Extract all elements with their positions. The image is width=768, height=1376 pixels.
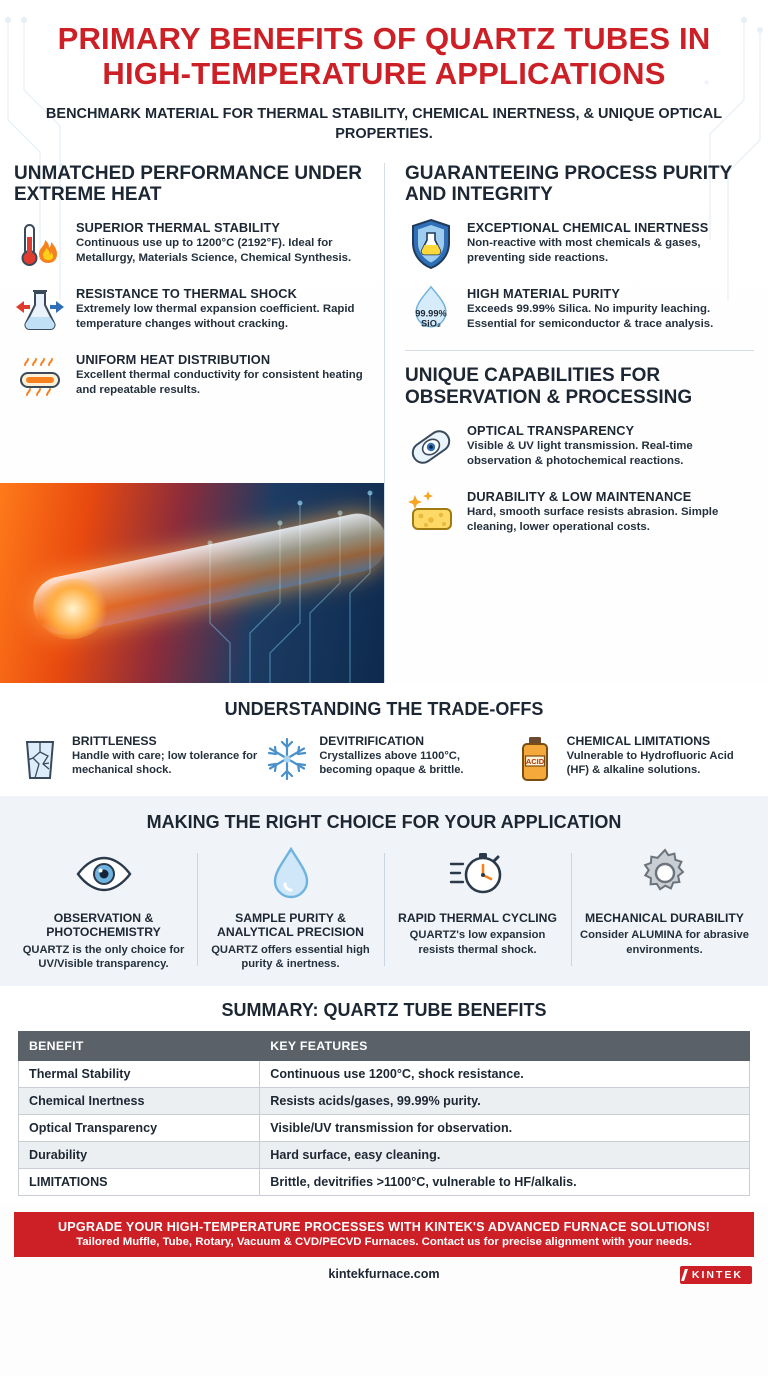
capability-body: Hard, smooth surface resists abrasion. Simple cleaning, lower operational costs. — [467, 505, 719, 533]
benefit-body: Extremely low thermal expansion coefficient. Rapid temperature changes without cracking. — [76, 303, 355, 331]
choice-row — [10, 843, 758, 972]
purity-body: Exceeds 99.99% Silica. No impurity leaching. Essential for semiconductor & trace analysis. — [467, 303, 714, 331]
choice-body: QUARTZ's low expansion resists thermal shock. — [409, 929, 546, 956]
tradeoff-item — [16, 734, 257, 784]
glowing-quartz-tube-photo — [0, 483, 384, 683]
tradeoffs-section — [0, 683, 768, 796]
left-column-items — [0, 218, 384, 402]
application-choice-section — [0, 796, 768, 986]
table-row — [19, 1168, 750, 1195]
tradeoff-title: DEVITRIFICATION — [319, 733, 425, 748]
table-row — [19, 1060, 750, 1087]
benefit-item — [14, 350, 370, 402]
stopwatch-icon — [392, 843, 563, 905]
left-column-heading: UNMATCHED PERFORMANCE UNDER EXTREME HEAT — [14, 162, 362, 206]
table-cell-features: Resists acids/gases, 99.99% purity. — [260, 1087, 750, 1114]
tradeoff-body: Handle with care; low tolerance for mechanical shock. — [72, 749, 258, 776]
capability-title: OPTICAL TRANSPARENCY — [467, 422, 635, 438]
purity-section-heading: GUARANTEEING PROCESS PURITY AND INTEGRITY — [405, 162, 732, 206]
droplet-icon — [205, 843, 376, 905]
choice-body: Consider ALUMINA for abrasive environments. — [580, 929, 749, 956]
table-cell-features: Brittle, devitrifies >1100°C, vulnerable to HF/alkalis. — [260, 1168, 750, 1195]
heated-tube-icon — [14, 350, 66, 402]
capabilities-section-heading: UNIQUE CAPABILITIES FOR OBSERVATION & PROCESSING — [405, 365, 693, 409]
main-two-column-section — [0, 163, 768, 683]
eye-icon — [18, 843, 189, 905]
cracked-glass-icon — [16, 734, 64, 784]
benefit-body: Continuous use up to 1200°C (2192°F). Ideal for Metallurgy, Materials Science, Chemical Synthesis. — [76, 237, 352, 265]
footer — [0, 1257, 768, 1293]
shield-flask-icon — [405, 218, 457, 270]
flask-temperature-arrows-icon — [14, 284, 66, 336]
acid-bottle-icon — [511, 734, 559, 784]
table-cell-benefit: Chemical Inertness — [19, 1087, 260, 1114]
table-cell-benefit: Thermal Stability — [19, 1060, 260, 1087]
sponge-sparkle-icon — [405, 487, 457, 539]
capability-body: Visible & UV light transmission. Real-time observation & photochemical reactions. — [467, 439, 693, 467]
choice-title: MECHANICAL DURABILITY — [585, 910, 744, 925]
benefit-title: SUPERIOR THERMAL STABILITY — [76, 220, 281, 236]
kintek-logo: KINTEK — [680, 1266, 752, 1284]
website-url[interactable]: kintekfurnace.com — [328, 1266, 440, 1281]
acid-label: ACID — [525, 756, 544, 766]
benefit-body: Excellent thermal conductivity for consistent heating and repeatable results. — [76, 369, 363, 397]
tradeoff-item — [511, 734, 752, 784]
capability-title: DURABILITY & LOW MAINTENANCE — [467, 488, 692, 504]
benefit-title: RESISTANCE TO THERMAL SHOCK — [76, 286, 297, 302]
choice-title: RAPID THERMAL CYCLING — [398, 910, 557, 925]
choice-title: SAMPLE PURITY & ANALYTICAL PRECISION — [217, 910, 364, 940]
cta-banner[interactable] — [14, 1212, 754, 1257]
water-droplet-purity-icon — [405, 284, 457, 336]
table-cell-features: Continuous use 1200°C, shock resistance. — [260, 1060, 750, 1087]
tradeoff-title: CHEMICAL LIMITATIONS — [566, 733, 711, 748]
choice-heading: MAKING THE RIGHT CHOICE FOR YOUR APPLICATION — [146, 811, 622, 832]
right-column — [384, 163, 768, 683]
capability-items — [405, 421, 754, 539]
cta-line-1: UPGRADE YOUR HIGH-TEMPERATURE PROCESSES WITH KINTEK'S ADVANCED FURNACE SOLUTIONS! — [58, 1219, 710, 1234]
summary-heading: SUMMARY: QUARTZ TUBE BENEFITS — [221, 999, 547, 1020]
table-header-row — [19, 1031, 750, 1060]
table-cell-features: Hard surface, easy cleaning. — [260, 1141, 750, 1168]
benefit-item — [14, 218, 370, 270]
capability-item — [405, 421, 754, 473]
purity-title: EXCEPTIONAL CHEMICAL INERTNESS — [467, 220, 709, 236]
page-subtitle: BENCHMARK MATERIAL FOR THERMAL STABILITY, CHEMICAL INERTNESS, & UNIQUE OPTICAL PROPERTIES. — [45, 106, 723, 142]
table-cell-benefit: LIMITATIONS — [19, 1168, 260, 1195]
choice-body: QUARTZ offers essential high purity & inertness. — [211, 943, 370, 971]
purity-title: HIGH MATERIAL PURITY — [467, 286, 620, 302]
tradeoffs-row — [16, 734, 752, 784]
tradeoff-title: BRITTLENESS — [72, 733, 157, 748]
choice-item — [384, 843, 571, 972]
purity-badge-bottom: SiO₂ — [420, 318, 442, 329]
right-column-divider — [405, 350, 754, 351]
capability-item — [405, 487, 754, 539]
table-row — [19, 1141, 750, 1168]
gear-icon — [579, 843, 750, 905]
choice-title: OBSERVATION & PHOTOCHEMISTRY — [46, 910, 161, 940]
table-row — [19, 1087, 750, 1114]
table-col-features: KEY FEATURES — [260, 1031, 750, 1060]
tradeoffs-heading: UNDERSTANDING THE TRADE-OFFS — [224, 698, 544, 719]
cta-line-2: Tailored Muffle, Tube, Rotary, Vacuum & CVD/PECVD Furnaces. Contact us for precise alignment with your needs. — [76, 1235, 692, 1248]
table-cell-benefit: Optical Transparency — [19, 1114, 260, 1141]
table-cell-features: Visible/UV transmission for observation. — [260, 1114, 750, 1141]
benefit-item — [14, 284, 370, 336]
choice-item — [197, 843, 384, 972]
snowflake-crystal-icon — [263, 734, 311, 784]
table-col-benefit: BENEFIT — [19, 1031, 260, 1060]
choice-item — [571, 843, 758, 972]
choice-item — [10, 843, 197, 972]
summary-section — [0, 986, 768, 1204]
choice-body: QUARTZ is the only choice for UV/Visible transparency. — [22, 943, 185, 971]
tradeoff-body: Crystallizes above 1100°C, becoming opaque & brittle. — [319, 749, 464, 776]
table-cell-benefit: Durability — [19, 1141, 260, 1168]
benefit-title: UNIFORM HEAT DISTRIBUTION — [76, 352, 271, 368]
tradeoff-item — [263, 734, 504, 784]
header — [0, 0, 768, 151]
tradeoff-body: Vulnerable to Hydrofluoric Acid (HF) & alkaline solutions. — [566, 749, 734, 776]
purity-body: Non-reactive with most chemicals & gases, preventing side reactions. — [467, 237, 701, 265]
eye-through-tube-icon — [405, 421, 457, 473]
page-title: PRIMARY BENEFITS OF QUARTZ TUBES IN HIGH-TEMPERATURE APPLICATIONS — [57, 21, 711, 91]
table-row — [19, 1114, 750, 1141]
left-column — [0, 163, 384, 683]
purity-item — [405, 284, 754, 336]
purity-badge-top: 99.99% — [415, 308, 447, 319]
purity-item — [405, 218, 754, 270]
purity-items — [405, 218, 754, 336]
thermometer-flame-icon — [14, 218, 66, 270]
summary-table — [18, 1031, 750, 1196]
